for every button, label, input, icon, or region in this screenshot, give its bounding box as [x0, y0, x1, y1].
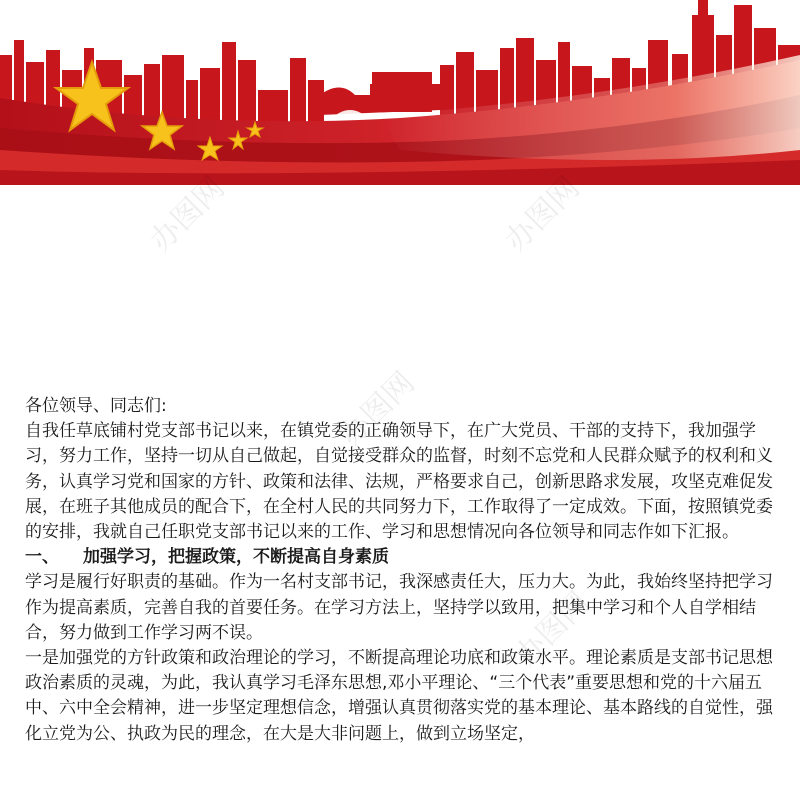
watermark-text: 办图网	[498, 170, 587, 259]
document-body	[25, 394, 785, 747]
section-title: 加强学习，把握政策，不断提高自身素质	[83, 547, 389, 568]
greeting: 各位领导、同志们:	[25, 396, 167, 416]
body-paragraph: 一是加强党的方针政策和政治理论的学习，不断提高理论功底和政策水平。理论素质是支部书记思想政治素质的灵魂，为此，我认真学习毛泽东思想,邓小平理论、“三个代表”重要思想和党的十六届五中、六中全会精神，进一步坚定理想信念，增强认真贯彻落实党的基本理论、基本路线的自觉性，强化立党为公、执政为民的理念，在大是大非问题上，做到立场坚定，	[25, 648, 773, 744]
body-paragraph: 学习是履行好职责的基础。作为一名村支部书记，我深感责任大，压力大。为此，我始终坚持把学习作为提高素质，完善自我的首要任务。在学习方法上，坚持学以致用，把集中学习和个人自学相结合，努力做到工作学习两不误。	[25, 572, 773, 643]
watermark-text: 办图网	[508, 585, 597, 674]
section-heading	[25, 545, 785, 570]
watermark-text: 办图网	[333, 365, 422, 454]
intro-paragraph: 自我任草底铺村党支部书记以来，在镇党委的正确领导下，在广大党员、干部的支持下，我加强学习，努力工作，坚持一切从自己做起，自觉接受群众的监督，时刻不忘党和人民群众赋予的权利和义务，认真学习党和国家的方针、政策和法律、法规，严格要求自己，创新思路求发展，攻坚克难促发展，在班子其他成员的配合下，在全村人民的共同努力下，工作取得了一定成效。下面，按照镇党委的安排，我就自己任职党支部书记以来的工作、学习和思想情况向各位领导和同志作如下汇报。	[25, 421, 773, 543]
section-number: 一、	[25, 547, 59, 568]
header-banner	[0, 0, 800, 185]
banner-graphic	[0, 0, 800, 185]
watermark-text: 办图网	[143, 170, 232, 259]
